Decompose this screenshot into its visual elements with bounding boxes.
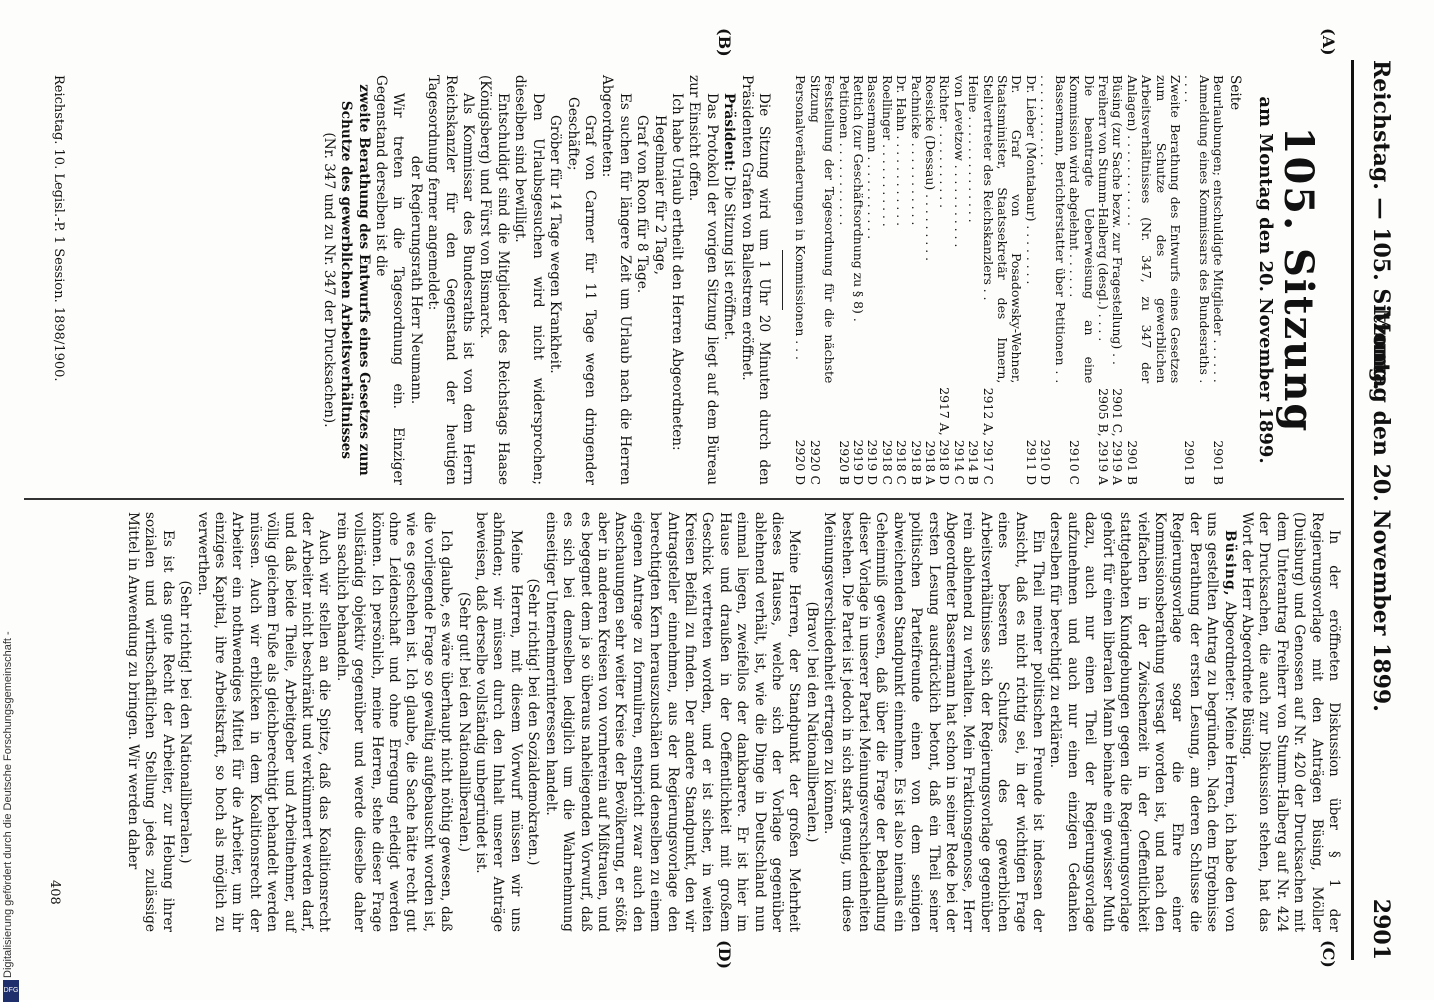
toc-row: [1096, 75, 1110, 485]
toc-entry-page: 2918 C: [879, 440, 895, 485]
agenda-item-reference: (Nr. 347 und zu Nr. 347 der Drucksachen).: [320, 132, 337, 428]
header-center: Montag den 20. November 1899.: [1368, 308, 1394, 712]
toc-entry-text: Die beantragte Ueberweisung an eine Kommission wird abgelehnt . . . . . .: [1067, 75, 1097, 384]
toc-row: [1067, 75, 1096, 485]
toc-row: [1110, 75, 1124, 485]
left-column: [319, 75, 1334, 485]
paragraph: Meine Herren, der Standpunkt der großen Mehrheit dieses Hauses, welche sich der Vorlage gegenüber ablehnend verhält, ist, wie die Dinge in Deutschland nun einmal liegen, zweifellos der dankbarere. Er ist hier im Hause und draußen in der Oeffentlichkeit mit großem Geschick vertreten worden, und er ist sicher, in weiten Kreisen Beifall zu finden. Der andere Standpunkt, den wir Antragsteller einnehmen, aus der Regierungsvorlage den berechtigten Kern herauszuschälen und denselben zu einem eigenen Antrage zu formuliren, entspricht zwar auch den Anschauungen sehr weiter Kreise der Bevölkerung, er stößt aber in anderen Kreisen von vornherein auf Mißtrauen, und es begegnet dem ja so überaus naheliegenden Vorwurf, daß es sich bei demselben lediglich um die Wahrnehmung einseitiger Unternehmerinteressen handelt.: [542, 512, 803, 932]
toc-entry-text: Dr. Hahn . . . . . . . . . . . .: [894, 75, 910, 227]
toc-entry-page: 2912 A, 2917 C: [980, 387, 996, 485]
right-column: [124, 512, 1342, 932]
interjection: (Sehr gut! bei den Nationalliberalen.): [455, 591, 472, 853]
column-divider: [24, 498, 1344, 500]
interjection: (Sehr richtig! bei den Nationalliberalen.): [177, 580, 194, 864]
toc-entry-page: 2901 B: [1211, 440, 1227, 485]
toc-entry-page: 2918 B: [908, 440, 924, 485]
toc-entry-text: Richter . . . . . . . . . . .: [937, 75, 953, 209]
paragraph: Den Urlaubsgesuchen wird nicht widersprochen; dieselben sind bewilligt.: [512, 75, 546, 485]
toc-entry-text: Zweite Berathung des Entwurfs eines Gesetzes zum Schutze des gewerblichen Arbeitsverhältnisses (Nr. 347, zu 347 der Anlagen) . . . . . . . . . . . .: [1124, 75, 1183, 384]
toc-row: [865, 75, 879, 485]
interjection: (Sehr richtig! bei den Sozialdemokraten.): [525, 578, 542, 866]
toc-entry-text: Bassermann . . . . . . . . . . .: [865, 75, 881, 240]
paragraph: Wir treten in die Tagesordnung ein. Einziger Gegenstand derselben ist die: [373, 75, 407, 485]
toc-entry-page: 2920 D: [793, 439, 809, 485]
running-header: [1360, 60, 1394, 960]
paragraph: Ich glaube, es wäre überhaupt nicht nöthig gewesen, daß die vorliegende Frage so gewaltig aufgebauscht worden ist, wie es geschehen ist. Ich glaube, die Sache hätte recht gut ohne Leidenschaft und ohne Erregung erledigt werden können. Ich persönlich, meine Herren, stehe dieser Frage vollständig objektiv gegenüber und werde dieselbe daher rein sachlich behandeln.: [333, 512, 455, 932]
toc-entry-page: 2910 C: [1067, 440, 1083, 485]
toc-entry-page: 2919 D: [851, 439, 867, 485]
paragraph: Hegelmaier für 2 Tage,: [651, 115, 668, 275]
paragraph: Das Protokoll der vorigen Sitzung liegt auf dem Büreau zur Einsicht offen.: [686, 75, 720, 485]
divider: [782, 250, 783, 310]
toc-entry-page: 2901 C, 2919 A: [1110, 388, 1126, 485]
toc-row: [937, 75, 951, 485]
toc-entry-text: von Levetzow . . . . . . . . . . .: [951, 75, 967, 248]
paragraph: Auch wir stellen an die Spitze, daß das Koalitionsrecht der Arbeiter nicht beschränkt und verkümmert werden darf, und daß beide Theile, Arbeitgeber und Arbeitnehmer, auf völlig gleichem Fuße als gleichberechtigt behandelt werden müssen. Auch wir erblicken in dem Koalitionsrecht der Arbeiter ein nothwendiges Mittel für die Arbeiter, um ihr einziges Kapital, ihre Arbeitskraft, so hoch als möglich zu verwerthen.: [194, 512, 333, 932]
toc-entry-text: Heine . . . . . . . . . . . . . .: [966, 75, 982, 223]
toc-entry-text: Rettich (zur Geschäftsordnung zu § 8) .: [851, 75, 867, 322]
table-of-contents: [793, 75, 1225, 485]
toc-entry-text: Beurlaubungen; entschuldigte Mitglieder . . . . . .: [1211, 75, 1227, 383]
session-date: am Montag den 20. November 1899.: [1255, 96, 1276, 464]
toc-row: [1211, 75, 1225, 485]
toc-entry-page: 2911 D: [1023, 439, 1039, 485]
toc-row: [1182, 75, 1211, 485]
toc-row: [1024, 75, 1038, 485]
toc-row: [836, 75, 850, 485]
toc-entry-page: 2917 A, 2918 D: [937, 387, 953, 485]
margin-mark-d: (D): [715, 940, 734, 970]
toc-row: [894, 75, 908, 485]
toc-entry-text: Dr. Graf von Posadowsky-Wehner, Staatsminister, Staatssekretär des Innern, Stellvertreter des Reichskanzlers . .: [980, 75, 1025, 384]
header-rule: [1351, 60, 1354, 960]
toc-entry-text: Petitionen . . . . . . . . . . .: [836, 75, 852, 226]
paragraph: Entschuldigt sind die Mitglieder des Reichstags Haase (Königsberg) und Fürst von Bismarck.: [477, 75, 511, 485]
credit-text: Digitalisierung gefördert durch die Deutsche Forschungsgemeinschaft -: [2, 631, 14, 978]
toc-entry-text: Feststellung der Tagesordnung für die nächste Sitzung: [807, 75, 838, 384]
paragraph: Als Kommissar des Bundesraths ist von dem Herrn Reichskanzler für den Gegenstand der heutigen Tagesordnung ferner angemeldet:: [425, 75, 477, 485]
toc-entry-page: 2918 C: [894, 440, 910, 485]
toc-entry-page: 2918 A: [923, 440, 939, 485]
paragraph: Ein Theil meiner politischen Freunde ist indessen der Ansicht, daß es nicht richtig sei, in der wichtigen Frage eines besseren Schutzes des gewerblichen Arbeitsverhältnisses sich der Regierungsvorlage gegenüber rein ablehnend zu verhalten. Mein Fraktionsgenosse, Herr Abgeordneter Bassermann hat schon in seiner Rede bei der ersten Lesung ausdrücklich betont, daß ein Theil seiner politischen Parteifreunde einen von dem seinigen abweichenden Standpunkt einnehme. Es ist also niemals ein Geheimniß gewesen, daß über die Frage der Behandlung dieser Vorlage in unserer Partei Meinungsverschiedenheiten bestehen. Die Partei ist jedoch in sich stark genug, um diese Meinungsverschiedenheit ertragen zu können.: [821, 512, 1047, 932]
margin-mark-b: (B): [715, 28, 734, 57]
agenda-item-title: zweite Berathung des Entwurfs eines Gesetzes zum Schutze des gewerblichen Arbeitsverhältnisses: [338, 84, 372, 476]
toc-row: [980, 75, 1023, 485]
paragraph: In der eröffneten Diskussion über § 1 der Regierungsvorlage mit den Anträgen Büsing, Möller (Duisburg) und Genossen auf Nr. 420 der Drucksachen mit dem Unterantrag Freiherr von Stumm-Halberg auf Nr. 424 der Drucksachen, die auch zur Diskussion stehen, hat das Wort der Herr Abgeordnete Büsing.: [1238, 512, 1342, 932]
dfg-logo: DFG: [3, 980, 19, 1002]
header-left: Reichstag. — 105. Sitzung.: [1368, 60, 1394, 391]
toc-row: [923, 75, 937, 485]
interjection: (Bravo! bei den Nationalliberalen.): [803, 601, 820, 843]
paragraph: Die Sitzung wird um 1 Uhr 20 Minuten durch den Präsidenten Grafen von Ballestrem eröffnet.: [738, 75, 772, 485]
paragraph: Es suchen für längere Zeit um Urlaub nach die Herren Abgeordneten:: [599, 75, 633, 485]
toc-entry-text: Büsing (zur Sache bezw. zur Fragestellung) . .: [1110, 75, 1126, 365]
digitization-credit: [0, 18, 22, 994]
toc-row: [807, 75, 836, 485]
toc-entry-page: 2901 B: [1124, 440, 1140, 485]
toc-row: [966, 75, 980, 485]
toc-row: [1038, 75, 1067, 485]
paragraph: Meine Herren, mit diesem Vorwurf müssen wir uns abfinden; wir müssen durch den Inhalt unserer Anträge beweisen, daß derselbe vollständig unbegründet ist.: [473, 512, 524, 932]
margin-mark-c: (C): [1319, 940, 1338, 968]
toc-row: [879, 75, 893, 485]
toc-row: [1124, 75, 1182, 485]
paragraph: Ich habe Urlaub ertheilt den Herren Abgeordneten:: [668, 93, 685, 451]
toc-entry-text: Personalveränderungen in Kommissionen . . .: [793, 75, 809, 360]
toc-entry-page: 2910 D: [1038, 439, 1054, 485]
toc-entry-page: 2914 B: [966, 440, 982, 485]
paragraph: Graf von Roon für 8 Tage.: [634, 115, 651, 294]
toc-seite-label: Seite: [1226, 75, 1243, 111]
toc-entry-page: 2905 B, 2919 A: [1095, 388, 1111, 485]
toc-entry-page: 2919 D: [865, 439, 881, 485]
toc-entry-page: 2914 C: [951, 440, 967, 485]
paragraph: Die Sitzung ist eröffnet.: [721, 171, 738, 341]
speaker-label: Präsident:: [721, 93, 738, 172]
toc-entry-text: Bassermann, Berichterstatter über Petitionen . . . . . . . . . . . . . .: [1038, 75, 1068, 384]
paragraph: Gröber für 14 Tage wegen Krankheit.: [547, 115, 564, 374]
footer-page-number: 408: [47, 880, 62, 905]
toc-row: [908, 75, 922, 485]
paragraph: Abgeordneter: Meine Herren, ich habe den von uns gestellten Antrag zu begründen. Nach dem Ergebnisse der Berathung der ersten Lesung, am deren Schlusse die Regierungsvorlage sogar die Ehre einer Kommissionsberathung versagt worden ist, und nach den vielfachen in der Zwischenzeit in der Oeffentlichkeit stattgehabten Kundgebungen gegen die Regierungsvorlage gehört für einen liberalen Mann beinahe ein gewisser Muth dazu, auch nur einen Theil der Regierungsvorlage aufzunehmen und auch nur einen einzigen Gedanken derselben für berechtigt zu erklären.: [1047, 512, 1238, 932]
toc-row: [851, 75, 865, 485]
paragraph: Es ist das gute Recht der Arbeiter, zur Hebung ihrer sozialen und wirthschaftlichen Stellung jedes zulässige Mittel in Anwendung zu bringen. Wir werden daher: [124, 512, 176, 932]
paragraph: der Regierungsrath Herr Neumann.: [407, 155, 424, 405]
margin-mark-a: (A): [1319, 28, 1338, 56]
toc-entry-text: Freiherr von Stumm-Halberg (desgl.) . . . .: [1095, 75, 1111, 342]
toc-entry-page: 2901 B: [1182, 440, 1198, 485]
session-title: 105. Sitzung: [1275, 126, 1322, 434]
toc-entry-page: 2920 B: [836, 440, 852, 485]
toc-entry-text: Pachnicke . . . . . . . . . . .: [908, 75, 924, 226]
toc-entry-text: Roellinger . . . . . . . . . . .: [879, 75, 895, 227]
toc-row: [793, 75, 807, 485]
footer-signature: Reichstag. 10. Legisl.-P. 1 Session. 1898/1900.: [51, 75, 66, 382]
toc-entry-text: Roesicke (Dessau) . . . . . . . . .: [923, 75, 939, 262]
paragraph: Graf von Carmer für 11 Tage wegen dringender Geschäfte;: [564, 97, 598, 485]
toc-row: [951, 75, 965, 485]
speaker-label: Büsing,: [1221, 530, 1238, 597]
toc-entry-text: Anmeldung eines Kommissars des Bundesraths . . . . .: [1182, 75, 1212, 384]
header-page-number: 2901: [1368, 898, 1394, 960]
toc-entry-page: 2920 C: [807, 440, 823, 485]
toc-entry-text: Dr. Lieber (Montabaur) . . . . . . . .: [1023, 75, 1039, 285]
